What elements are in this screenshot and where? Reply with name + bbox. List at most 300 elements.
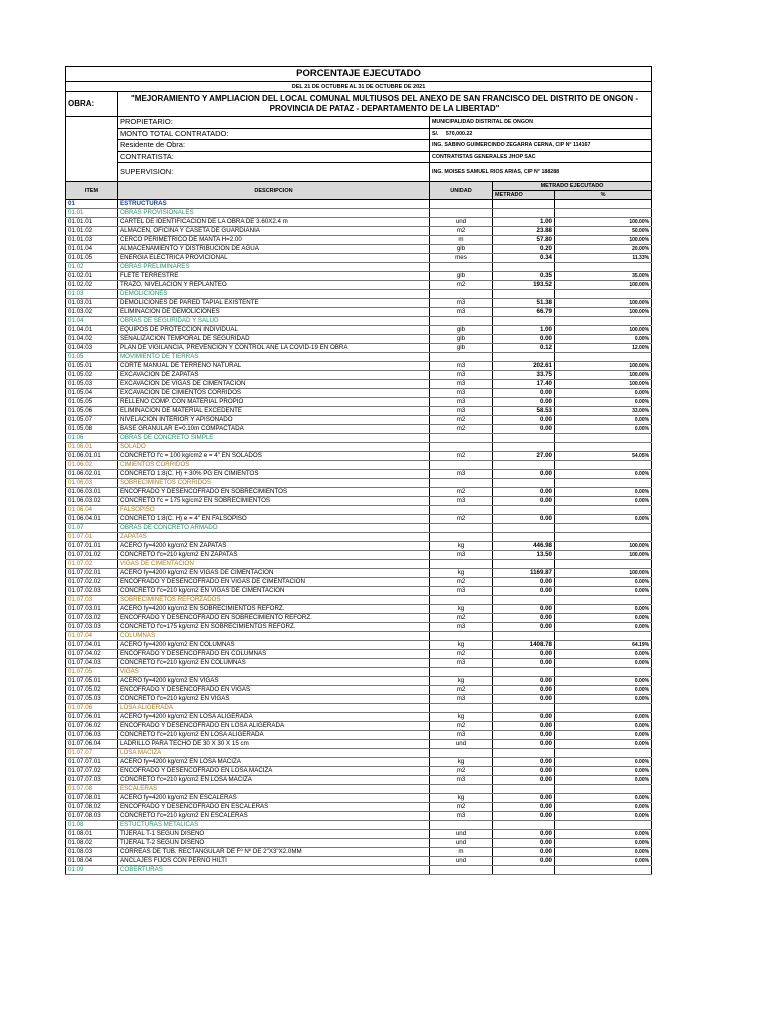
row-metrado: 0.00 bbox=[493, 416, 555, 425]
row-item-code: 01.01.01 bbox=[66, 218, 118, 227]
row-metrado bbox=[493, 200, 555, 209]
row-unit bbox=[430, 434, 493, 443]
row-unit: m3 bbox=[430, 812, 493, 821]
report-date-range: DEL 21 DE OCTUBRE AL 31 DE OCTUBRE DE 2021 bbox=[66, 82, 652, 92]
row-percent: 0.00% bbox=[555, 857, 652, 866]
row-description: ALMACENAMIENTO Y DISTRIBUCION DE AGUA bbox=[118, 245, 430, 254]
row-item-code: 01.06.02.01 bbox=[66, 470, 118, 479]
row-percent: 0.00% bbox=[555, 488, 652, 497]
row-unit: m3 bbox=[430, 389, 493, 398]
row-item-code: 01.07.05.01 bbox=[66, 677, 118, 686]
row-percent: 0.00% bbox=[555, 659, 652, 668]
table-row bbox=[66, 551, 652, 560]
row-metrado: 0.00 bbox=[493, 695, 555, 704]
row-unit: glb bbox=[430, 335, 493, 344]
row-description: CONCRETO f'c=210 kg/cm2 EN LOSA ALIGERADA bbox=[118, 731, 430, 740]
table-row bbox=[66, 398, 652, 407]
row-percent bbox=[555, 461, 652, 470]
row-unit: glb bbox=[430, 272, 493, 281]
row-unit: kg bbox=[430, 542, 493, 551]
table-row bbox=[66, 560, 652, 569]
row-unit: glb bbox=[430, 245, 493, 254]
row-unit: m2 bbox=[430, 515, 493, 524]
row-metrado bbox=[493, 560, 555, 569]
row-item-code: 01.08 bbox=[66, 821, 118, 830]
row-item-code: 01.01.04 bbox=[66, 245, 118, 254]
table-row bbox=[66, 758, 652, 767]
row-description: CONCRETO f'c=210 kg/cm2 EN VIGAS DE CIMENTACION bbox=[118, 587, 430, 596]
row-percent bbox=[555, 560, 652, 569]
row-item-code: 01.07.08 bbox=[66, 785, 118, 794]
row-percent: 0.00% bbox=[555, 731, 652, 740]
row-description: CARTEL DE IDENTIFICACION DE LA OBRA DE 3.60X2.4 m bbox=[118, 218, 430, 227]
table-row bbox=[66, 641, 652, 650]
row-percent: 0.00% bbox=[555, 740, 652, 749]
row-description: LOSA ALIGERADA bbox=[118, 704, 430, 713]
table-row bbox=[66, 677, 652, 686]
table-row bbox=[66, 443, 652, 452]
row-percent: 0.00% bbox=[555, 767, 652, 776]
row-unit: m3 bbox=[430, 776, 493, 785]
col-desc-header: DESCRIPCION bbox=[118, 182, 430, 200]
row-unit: m bbox=[430, 848, 493, 857]
table-row bbox=[66, 533, 652, 542]
row-unit: und bbox=[430, 740, 493, 749]
row-metrado: 0.00 bbox=[493, 650, 555, 659]
row-description: CORREAS DE TUB. RECTANGULAR DE Fº Nº DE 2"X3"X2.0MM bbox=[118, 848, 430, 857]
row-percent: 12.00% bbox=[555, 344, 652, 353]
row-percent: 11.33% bbox=[555, 254, 652, 263]
row-description: CONCRETO 1:8(C. H) + 30% PG EN CIMIENTOS bbox=[118, 470, 430, 479]
row-percent: 0.00% bbox=[555, 776, 652, 785]
row-percent: 0.00% bbox=[555, 794, 652, 803]
row-description: ACERO fy=4200 kg/cm2 EN ZAPATAS bbox=[118, 542, 430, 551]
row-percent bbox=[555, 533, 652, 542]
row-unit: m2 bbox=[430, 614, 493, 623]
row-metrado: 0.00 bbox=[493, 857, 555, 866]
row-metrado: 17.40 bbox=[493, 380, 555, 389]
row-metrado: 0.00 bbox=[493, 740, 555, 749]
row-description: ACERO fy=4200 kg/cm2 EN LOSA ALIGERADA bbox=[118, 713, 430, 722]
row-metrado: 0.00 bbox=[493, 731, 555, 740]
row-description: ACERO fy=4200 kg/cm2 EN LOSA MACIZA bbox=[118, 758, 430, 767]
row-unit: m3 bbox=[430, 497, 493, 506]
row-metrado: 0.00 bbox=[493, 830, 555, 839]
table-row bbox=[66, 254, 652, 263]
row-item-code: 01.07.05 bbox=[66, 668, 118, 677]
row-item-code: 01.06.01.01 bbox=[66, 452, 118, 461]
residente-value: ING. SABINO GUIMERCINDO ZEGARRA CERNA, CIP N° 114167 bbox=[430, 140, 652, 152]
row-metrado bbox=[493, 596, 555, 605]
row-description: ENCOFRADO Y DESENCOFRADO EN COLUMNAS bbox=[118, 650, 430, 659]
row-item-code: 01.07.04 bbox=[66, 632, 118, 641]
row-metrado: 0.00 bbox=[493, 722, 555, 731]
row-item-code: 01.06.04 bbox=[66, 506, 118, 515]
row-percent: 0.00% bbox=[555, 605, 652, 614]
row-item-code: 01.07.01 bbox=[66, 533, 118, 542]
table-row bbox=[66, 488, 652, 497]
row-unit: m3 bbox=[430, 659, 493, 668]
row-metrado: 0.00 bbox=[493, 713, 555, 722]
row-percent bbox=[555, 434, 652, 443]
row-item-code: 01.02 bbox=[66, 263, 118, 272]
row-percent: 100.00% bbox=[555, 308, 652, 317]
row-percent: 0.00% bbox=[555, 839, 652, 848]
table-row bbox=[66, 290, 652, 299]
row-description: ACERO fy=4200 kg/cm2 EN ESCALERAS bbox=[118, 794, 430, 803]
obra-description: "MEJORAMIENTO Y AMPLIACION DEL LOCAL COMUNAL MULTIUSOS DEL ANEXO DE SAN FRANCISCO DEL DISTRITO DE ONGON - PROVINCIA DE PATAZ - DEPARTAMENTO DE LA LIBERTAD" bbox=[118, 92, 652, 117]
row-metrado bbox=[493, 317, 555, 326]
row-unit: m3 bbox=[430, 623, 493, 632]
row-percent bbox=[555, 668, 652, 677]
row-item-code: 01.04.02 bbox=[66, 335, 118, 344]
row-description: ALMACEN, OFICINA Y CASETA DE GUARDIANIA bbox=[118, 227, 430, 236]
row-percent: 100.00% bbox=[555, 380, 652, 389]
row-description: COLUMNAS bbox=[118, 632, 430, 641]
table-row bbox=[66, 380, 652, 389]
row-description: CONCRETO f'c=210 kg/cm2 EN ESCALERAS bbox=[118, 812, 430, 821]
row-unit bbox=[430, 209, 493, 218]
row-item-code: 01.07.03.03 bbox=[66, 623, 118, 632]
row-description: ENCOFRADO Y DESENCOFRADO EN LOSA MACIZA bbox=[118, 767, 430, 776]
monto-label: MONTO TOTAL CONTRATADO: bbox=[118, 128, 430, 140]
row-item-code: 01.06.02 bbox=[66, 461, 118, 470]
row-metrado: 0.00 bbox=[493, 677, 555, 686]
row-metrado: 1.00 bbox=[493, 326, 555, 335]
row-percent bbox=[555, 443, 652, 452]
supervision-value: ING. MOISES SAMUEL RIOS ARIAS, CIP N° 188288 bbox=[430, 163, 652, 182]
table-row bbox=[66, 497, 652, 506]
row-description: ACERO fy=4200 kg/cm2 EN SOBRECIMIENTOS REFORZ. bbox=[118, 605, 430, 614]
row-percent bbox=[555, 749, 652, 758]
row-percent: 0.00% bbox=[555, 470, 652, 479]
row-item-code: 01.05.03 bbox=[66, 380, 118, 389]
table-row bbox=[66, 695, 652, 704]
row-metrado bbox=[493, 263, 555, 272]
row-metrado: 0.12 bbox=[493, 344, 555, 353]
row-description: OBRAS DE CONCRETO ARMADO bbox=[118, 524, 430, 533]
row-percent: 50.00% bbox=[555, 227, 652, 236]
row-metrado: 51.38 bbox=[493, 299, 555, 308]
row-item-code: 01.02.01 bbox=[66, 272, 118, 281]
row-unit bbox=[430, 506, 493, 515]
row-description: CONCRETO f'c=210 kg/cm2 EN LOSA MACIZA bbox=[118, 776, 430, 785]
row-unit: m3 bbox=[430, 398, 493, 407]
table-row bbox=[66, 839, 652, 848]
row-metrado: 0.00 bbox=[493, 578, 555, 587]
row-unit: m2 bbox=[430, 650, 493, 659]
row-item-code: 01.07.03 bbox=[66, 596, 118, 605]
monto-value bbox=[430, 128, 652, 140]
table-row bbox=[66, 776, 652, 785]
table-row bbox=[66, 272, 652, 281]
row-percent bbox=[555, 200, 652, 209]
row-percent: 0.00% bbox=[555, 578, 652, 587]
row-description: ELIMINACION DE MATERIAL EXCEDENTE bbox=[118, 407, 430, 416]
row-item-code: 01.04.03 bbox=[66, 344, 118, 353]
row-description: CONCRETO f'c=210 kg/cm2 EN VIGAS bbox=[118, 695, 430, 704]
row-unit bbox=[430, 200, 493, 209]
row-metrado bbox=[493, 524, 555, 533]
row-unit: glb bbox=[430, 344, 493, 353]
row-metrado: 57.80 bbox=[493, 236, 555, 245]
row-item-code: 01.04 bbox=[66, 317, 118, 326]
row-percent: 0.00% bbox=[555, 812, 652, 821]
row-percent: 54.05% bbox=[555, 452, 652, 461]
row-item-code: 01.06.04.01 bbox=[66, 515, 118, 524]
row-item-code: 01.07.01.02 bbox=[66, 551, 118, 560]
row-percent: 100.00% bbox=[555, 551, 652, 560]
table-row bbox=[66, 344, 652, 353]
row-description: ACERO fy=4200 kg/cm2 EN COLUMNAS bbox=[118, 641, 430, 650]
table-row bbox=[66, 614, 652, 623]
row-item-code: 01.05.05 bbox=[66, 398, 118, 407]
row-item-code: 01.03.02 bbox=[66, 308, 118, 317]
propietario-label: PROPIETARIO: bbox=[118, 117, 430, 129]
row-description: EXCAVACION DE ZAPATAS bbox=[118, 371, 430, 380]
row-percent: 0.00% bbox=[555, 686, 652, 695]
row-unit: m3 bbox=[430, 371, 493, 380]
row-description: PLAN DE VIGILANCIA, PREVENCION Y CONTROL ANE LA COVID-19 EN OBRA bbox=[118, 344, 430, 353]
table-row bbox=[66, 371, 652, 380]
row-metrado: 0.00 bbox=[493, 623, 555, 632]
row-unit bbox=[430, 560, 493, 569]
row-item-code: 01.07.02 bbox=[66, 560, 118, 569]
row-description: LADRILLO PARA TECHO DE 30 X 30 X 15 cm bbox=[118, 740, 430, 749]
row-percent bbox=[555, 353, 652, 362]
row-metrado: 0.00 bbox=[493, 803, 555, 812]
supervision-label: SUPERVISION: bbox=[118, 163, 430, 182]
row-metrado: 0.20 bbox=[493, 245, 555, 254]
table-row bbox=[66, 569, 652, 578]
row-description: CONCRETO f'c=175 kg/cm2 EN SOBRECIMIENTOS REFORZ. bbox=[118, 623, 430, 632]
row-item-code: 01.07.03.01 bbox=[66, 605, 118, 614]
row-metrado bbox=[493, 506, 555, 515]
row-percent: 33.00% bbox=[555, 407, 652, 416]
row-item-code: 01.03 bbox=[66, 290, 118, 299]
table-row bbox=[66, 722, 652, 731]
row-unit bbox=[430, 632, 493, 641]
row-item-code: 01.03.01 bbox=[66, 299, 118, 308]
row-unit: m2 bbox=[430, 227, 493, 236]
row-metrado bbox=[493, 821, 555, 830]
residente-label: Residente de Obra: bbox=[118, 140, 430, 152]
row-unit: m2 bbox=[430, 425, 493, 434]
row-percent: 0.00% bbox=[555, 713, 652, 722]
table-row bbox=[66, 686, 652, 695]
row-unit: und bbox=[430, 830, 493, 839]
row-percent bbox=[555, 596, 652, 605]
col-pct-header: % bbox=[555, 191, 652, 200]
table-row bbox=[66, 461, 652, 470]
row-item-code: 01.05.08 bbox=[66, 425, 118, 434]
table-row bbox=[66, 263, 652, 272]
row-description: ENCOFRADO Y DESENCOFRADO EN ESCALERAS bbox=[118, 803, 430, 812]
table-row bbox=[66, 227, 652, 236]
row-description: BASE GRANULAR E=0.10m COMPACTADA bbox=[118, 425, 430, 434]
table-row bbox=[66, 587, 652, 596]
row-percent bbox=[555, 479, 652, 488]
row-unit: m2 bbox=[430, 416, 493, 425]
row-metrado bbox=[493, 632, 555, 641]
table-row bbox=[66, 596, 652, 605]
row-item-code: 01.08.02 bbox=[66, 839, 118, 848]
row-description: OBRAS PRELIMINARES bbox=[118, 263, 430, 272]
row-description: ENCOFRADO Y DESENCOFRADO EN SOBRECIMIENTO REFORZ. bbox=[118, 614, 430, 623]
row-item-code: 01.05.01 bbox=[66, 362, 118, 371]
row-metrado: 0.00 bbox=[493, 398, 555, 407]
row-metrado: 0.00 bbox=[493, 488, 555, 497]
row-unit: m bbox=[430, 236, 493, 245]
row-metrado bbox=[493, 461, 555, 470]
row-item-code: 01.06.03.02 bbox=[66, 497, 118, 506]
row-percent: 100.00% bbox=[555, 362, 652, 371]
row-item-code: 01.01 bbox=[66, 209, 118, 218]
row-unit: glb bbox=[430, 326, 493, 335]
table-row bbox=[66, 542, 652, 551]
table-row bbox=[66, 857, 652, 866]
row-item-code: 01.01.03 bbox=[66, 236, 118, 245]
row-percent: 100.00% bbox=[555, 236, 652, 245]
row-description: VIGAS DE CIMENTACION bbox=[118, 560, 430, 569]
row-item-code: 01.07.07.03 bbox=[66, 776, 118, 785]
table-row bbox=[66, 299, 652, 308]
row-unit bbox=[430, 353, 493, 362]
row-unit bbox=[430, 443, 493, 452]
table-row bbox=[66, 659, 652, 668]
row-description: SOBRECIMINETOS CORRIDOS bbox=[118, 479, 430, 488]
row-metrado: 202.61 bbox=[493, 362, 555, 371]
row-percent bbox=[555, 263, 652, 272]
row-item-code: 01.07.04.01 bbox=[66, 641, 118, 650]
table-row bbox=[66, 281, 652, 290]
row-description: COBERTURAS bbox=[118, 866, 430, 875]
col-item-header: ITEM bbox=[66, 182, 118, 200]
row-percent: 100.00% bbox=[555, 218, 652, 227]
row-description: ESTRUCTURAS bbox=[118, 200, 430, 209]
propietario-value: MUNICIPALIDAD DISTRITAL DE ONGON bbox=[430, 117, 652, 129]
row-metrado: 1.00 bbox=[493, 218, 555, 227]
row-item-code: 01.07.02.03 bbox=[66, 587, 118, 596]
row-percent: 100.00% bbox=[555, 326, 652, 335]
row-percent: 0.00% bbox=[555, 758, 652, 767]
row-percent bbox=[555, 317, 652, 326]
row-description: ENCOFRADO Y DESENCOFRADO EN VIGAS bbox=[118, 686, 430, 695]
row-unit bbox=[430, 785, 493, 794]
row-unit: m2 bbox=[430, 803, 493, 812]
row-description: OBRAS DE SEGURIDAD Y SALUD bbox=[118, 317, 430, 326]
row-metrado: 0.00 bbox=[493, 335, 555, 344]
table-row bbox=[66, 740, 652, 749]
row-description: SOBRECIMINETOS REFORZADOS bbox=[118, 596, 430, 605]
row-item-code: 01.07.06.03 bbox=[66, 731, 118, 740]
row-item-code: 01.06.01 bbox=[66, 443, 118, 452]
row-unit: mes bbox=[430, 254, 493, 263]
col-metrado-header: METRADO bbox=[493, 191, 555, 200]
row-metrado: 0.00 bbox=[493, 767, 555, 776]
row-metrado bbox=[493, 704, 555, 713]
row-item-code: 01.01.02 bbox=[66, 227, 118, 236]
row-description: MOVIMIENTO DE TIERRAS bbox=[118, 353, 430, 362]
row-metrado: 0.00 bbox=[493, 794, 555, 803]
row-description: LOSA MACIZA bbox=[118, 749, 430, 758]
row-description: CERCO PERIMETRICO DE MANTA H=2.00 bbox=[118, 236, 430, 245]
row-item-code: 01.08.03 bbox=[66, 848, 118, 857]
row-metrado: 0.00 bbox=[493, 758, 555, 767]
contratista-label: CONTRATISTA: bbox=[118, 151, 430, 163]
row-metrado: 13.50 bbox=[493, 551, 555, 560]
row-unit: kg bbox=[430, 794, 493, 803]
table-row bbox=[66, 830, 652, 839]
table-row bbox=[66, 650, 652, 659]
row-item-code: 01.07.05.02 bbox=[66, 686, 118, 695]
row-description: VIGAS bbox=[118, 668, 430, 677]
row-item-code: 01.07.07 bbox=[66, 749, 118, 758]
row-description: ENERGIA ELECTRICA PROVICIONAL bbox=[118, 254, 430, 263]
row-percent: 0.00% bbox=[555, 722, 652, 731]
row-item-code: 01.07.04.03 bbox=[66, 659, 118, 668]
row-percent: 0.00% bbox=[555, 425, 652, 434]
row-unit: kg bbox=[430, 569, 493, 578]
row-unit bbox=[430, 524, 493, 533]
row-description: CONCRETO f'c=210 kg/cm2 EN COLUMNAS bbox=[118, 659, 430, 668]
row-metrado bbox=[493, 533, 555, 542]
row-metrado: 0.00 bbox=[493, 776, 555, 785]
row-percent: 0.00% bbox=[555, 398, 652, 407]
row-percent: 100.00% bbox=[555, 299, 652, 308]
obra-label: OBRA: bbox=[66, 92, 118, 117]
row-item-code: 01.07 bbox=[66, 524, 118, 533]
table-row bbox=[66, 470, 652, 479]
row-percent bbox=[555, 506, 652, 515]
row-item-code: 01.06.03 bbox=[66, 479, 118, 488]
table-row bbox=[66, 623, 652, 632]
budget-sheet bbox=[65, 66, 651, 875]
row-item-code: 01.06 bbox=[66, 434, 118, 443]
table-row bbox=[66, 245, 652, 254]
row-percent bbox=[555, 866, 652, 875]
row-description: TIJERAL T-2 SEGUN DISEÑO bbox=[118, 839, 430, 848]
row-item-code: 01.07.03.02 bbox=[66, 614, 118, 623]
row-item-code: 01.05.06 bbox=[66, 407, 118, 416]
row-description: SEÑALIZACION TEMPORAL DE SEGURIDAD bbox=[118, 335, 430, 344]
row-description: SOLADO bbox=[118, 443, 430, 452]
row-unit bbox=[430, 749, 493, 758]
row-item-code: 01.07.06.01 bbox=[66, 713, 118, 722]
row-unit: und bbox=[430, 857, 493, 866]
row-percent: 0.00% bbox=[555, 848, 652, 857]
row-metrado bbox=[493, 668, 555, 677]
row-percent: 0.00% bbox=[555, 614, 652, 623]
row-unit: m3 bbox=[430, 470, 493, 479]
table-row bbox=[66, 821, 652, 830]
row-metrado: 0.00 bbox=[493, 515, 555, 524]
row-percent bbox=[555, 704, 652, 713]
row-description: ENCOFRADO Y DESENCOFRADO EN LOSA ALIGERADA bbox=[118, 722, 430, 731]
row-percent: 0.00% bbox=[555, 497, 652, 506]
row-metrado: 0.00 bbox=[493, 389, 555, 398]
row-unit: und bbox=[430, 218, 493, 227]
row-item-code: 01.05.04 bbox=[66, 389, 118, 398]
row-unit bbox=[430, 821, 493, 830]
row-unit: m3 bbox=[430, 380, 493, 389]
row-description: NIVELACION INTERIOR Y APISONADO bbox=[118, 416, 430, 425]
table-row bbox=[66, 389, 652, 398]
row-unit bbox=[430, 479, 493, 488]
row-description: TIJERAL T-1 SEGUN DISEÑO bbox=[118, 830, 430, 839]
table-row bbox=[66, 362, 652, 371]
table-row bbox=[66, 524, 652, 533]
